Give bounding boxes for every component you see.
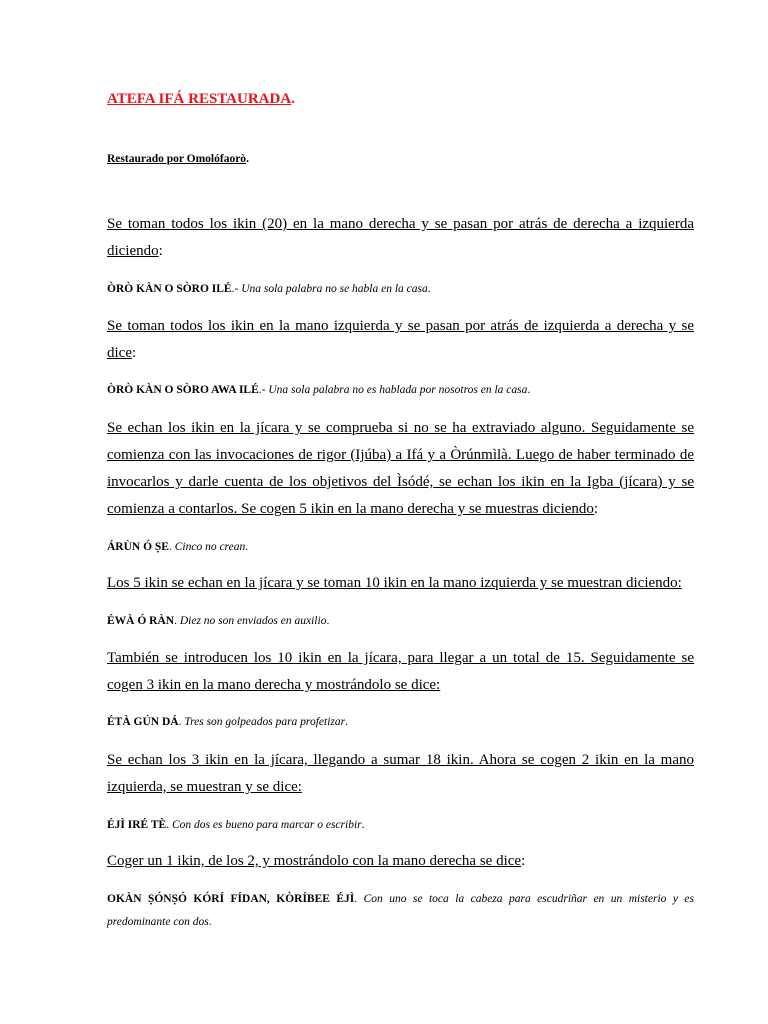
instruction-paragraph [107,747,694,801]
document-subtitle [107,153,249,165]
title-text: ATEFA IFÁ RESTAURADA [107,91,292,107]
text-span: . [174,615,180,627]
text-span: : [521,853,526,869]
text-span: Se toman todos los ikin (20) en la mano derecha y se pasan por atrás de derecha a izquierda diciendo [107,216,694,259]
verse-line [107,610,694,633]
verse-line [107,379,694,402]
subtitle-end: . [246,153,249,165]
verse-translation: Tres son golpeados para profetizar [184,716,346,728]
verse-yoruba: ÒRÒ KÀN O SÒRO AWA ILÉ [107,384,259,396]
text-span: : [158,243,163,259]
verse-line [107,711,694,734]
verse-translation: Una sola palabra no es hablada por nosotros en la casa [268,384,528,396]
text-span: Los 5 ikin se echan en la jícara y se toman 10 ikin en la mano izquierda y se muestran diciendo: [107,575,682,591]
text-span: .- [231,283,242,295]
verse-translation: Diez no son enviados en auxilio [179,615,327,627]
instruction-paragraph [107,570,694,597]
verse-translation: Con dos es bueno para marcar o escribir [171,819,362,831]
verse-yoruba: ÁRÙN Ó ṢE [107,541,169,553]
verse-translation: Cinco no crean [174,541,246,553]
verse-line [107,814,694,837]
text-span: . [168,541,175,553]
text-span: Coger un 1 ikin, de los 2, y mostrándolo con la mano derecha se dice [107,853,522,869]
text-span: . [326,615,330,627]
title-end: . [291,91,295,107]
text-span: Se echan los ikin en la jícara y se comprueba si no se ha extraviado alguno. Seguidamente se comienza con las invocaciones de rigor (Ijúba) a Ifá y a Òrúnmìlà. Luego de haber terminado de invocarlos y darle cuenta de los objetivos del Ìsódé, se echan los ikin en la Igba (jícara) y se comienza a contarlos. Se cogen 5 ikin en la mano derecha y se muestras diciendo [107,420,694,517]
subtitle-text: Restaurado por Omolófaorò [107,153,247,165]
instruction-paragraph [107,313,694,367]
document-title [107,91,295,108]
instruction-paragraph [107,848,694,875]
verse-line [107,888,694,934]
text-span: . [527,384,531,396]
text-span: . [208,916,212,928]
verse-yoruba: ÒRÒ KÀN O SÒRO ILÉ [107,283,232,295]
text-span: . [178,716,185,728]
text-span: . [166,819,172,831]
verse-yoruba: ÉJÌ IRÉ TÈ [107,819,167,831]
verse-yoruba: OKÀN ṢÓNṢÓ KÓRÍ FÍDAN, KÒRÍBEE ÉJÌ [107,893,355,905]
verse-line [107,536,694,559]
text-span: Se toman todos los ikin en la mano izquierda y se pasan por atrás de izquierda a derecha y se dice [107,318,694,361]
verse-line [107,278,694,301]
text-span: . [345,716,348,728]
verse-translation: Una sola palabra no se habla en la casa [241,283,428,295]
text-span: : [593,501,599,517]
text-span: . [361,819,365,831]
text-span: : [131,345,137,361]
verse-yoruba: ÉTÀ GÚN DÁ [107,716,179,728]
text-span: . [354,893,364,905]
text-span: . [427,283,431,295]
verse-translation: Con uno se toca la cabeza para escudriñar en un misterio y es predominante con dos [107,893,694,928]
verse-yoruba: ÉWÀ Ó RÀN [107,615,175,627]
instruction-paragraph [107,415,694,523]
instruction-paragraph [107,645,694,699]
instruction-paragraph [107,211,694,265]
text-span: También se introducen los 10 ikin en la jícara, para llegar a un total de 15. Seguidamente se cogen 3 ikin en la mano derecha y mostrándolo se dice: [107,650,694,693]
text-span: Se echan los 3 ikin en la jícara, llegando a sumar 18 ikin. Ahora se cogen 2 ikin en la mano izquierda, se muestran y se dice: [107,752,694,795]
text-span: .- [258,384,269,396]
text-span: . [245,541,249,553]
